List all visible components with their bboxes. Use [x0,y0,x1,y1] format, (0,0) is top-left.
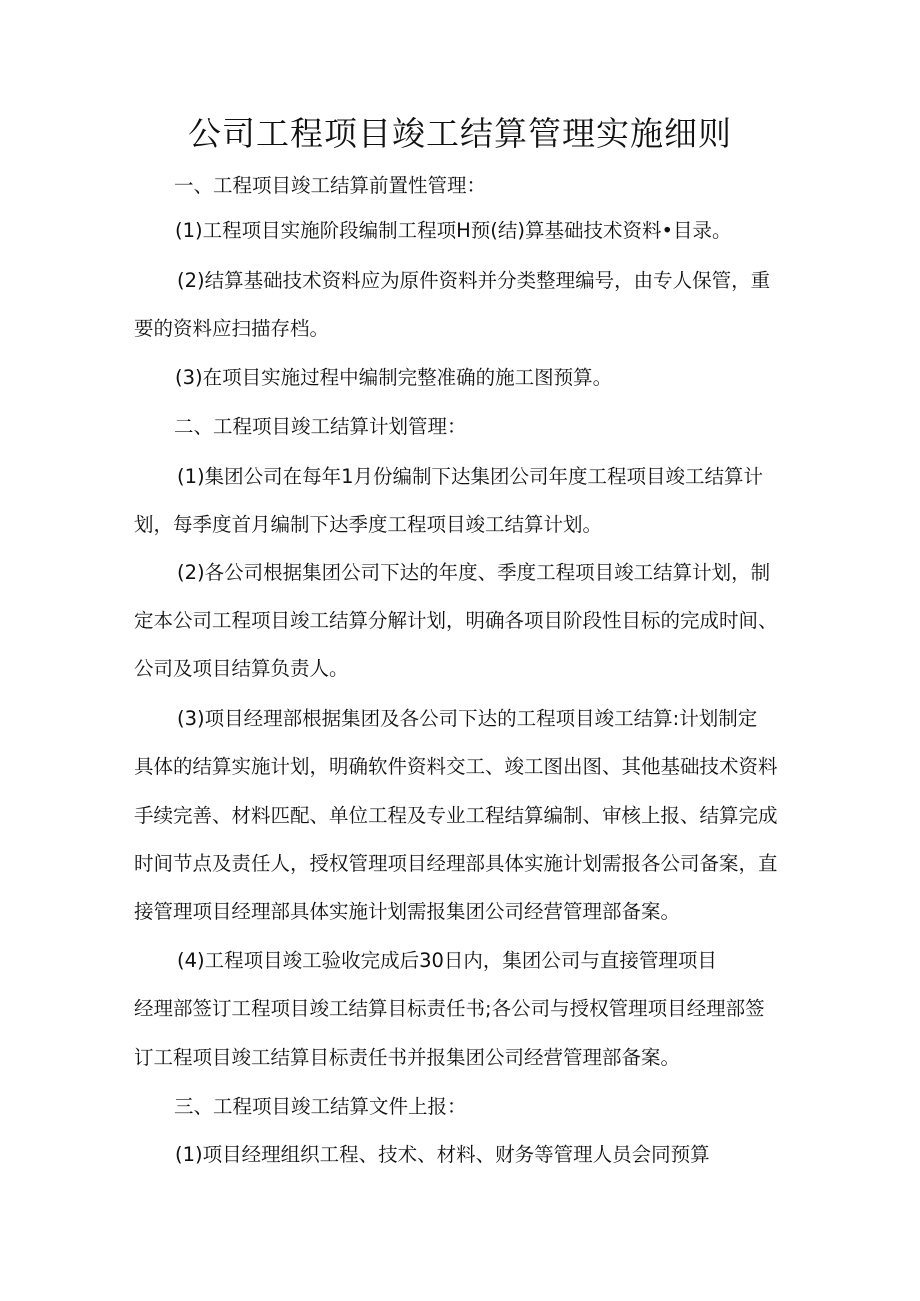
section-heading-1: 一、工程项目竣工结算前置性管理： [174,174,487,197]
paragraph-line: 接管理项目经理部具体实施计划需报集团公司经营管理部备案。 [134,900,681,923]
paragraph-line: (3)在项目实施过程中编制完整准确的施工图预算。 [175,366,613,389]
document-title: 公司工程项目竣工结算管理实施细则 [188,114,732,153]
paragraph-line: (1)集团公司在每年1月份编制下达集团公司年度工程项目竣工结算计 [177,465,764,488]
paragraph-line: 公司及项目结算负责人。 [134,657,349,680]
paragraph-line: (4)工程项目竣工验收完成后30日内，集团公司与直接管理项目 [177,949,717,972]
paragraph-line: (2)各公司根据集团公司下达的年度、季度工程项目竣工结算计划，制 [177,561,771,584]
paragraph-line: 具体的结算实施计划，明确软件资料交工、竣工图出图、其他基础技术资料 [134,755,778,778]
paragraph-line: (1)项目经理组织工程、技术、材料、财务等管理人员会同预算 [175,1143,710,1166]
paragraph-line: (1)工程项目实施阶段编制工程项H预(结)算基础技术资料•目录。 [175,219,732,242]
paragraph-line: 时间节点及责任人，授权管理项目经理部具体实施计划需报各公司备案，直 [134,852,778,875]
section-heading-2: 二、工程项目竣工结算计划管理： [174,415,467,438]
paragraph-line: 定本公司工程项目竣工结算分解计划，明确各项目阶段性目标的完成时间、 [134,609,778,632]
section-heading-3: 三、工程项目竣工结算文件上报： [174,1095,467,1118]
paragraph-line: (2)结算基础技术资料应为原件资料并分类整理编号，由专人保管，重 [177,269,771,292]
paragraph-line: 手续完善、材料匹配、单位工程及专业工程结算编制、审核上报、结算完成 [134,804,778,827]
paragraph-line: 要的资料应扫描存档。 [134,317,330,340]
paragraph-line: 经理部签订工程项目竣工结算目标责任书;各公司与授权管理项目经理部签 [134,997,765,1020]
paragraph-line: 划，每季度首月编制下达季度工程项目竣工结算计划。 [134,513,603,536]
paragraph-line: 订工程项目竣工结算目标责任书并报集团公司经营管理部备案。 [134,1046,681,1069]
paragraph-line: (3)项目经理部根据集团及各公司下达的工程项目竣工结算:计划制定 [177,707,758,730]
